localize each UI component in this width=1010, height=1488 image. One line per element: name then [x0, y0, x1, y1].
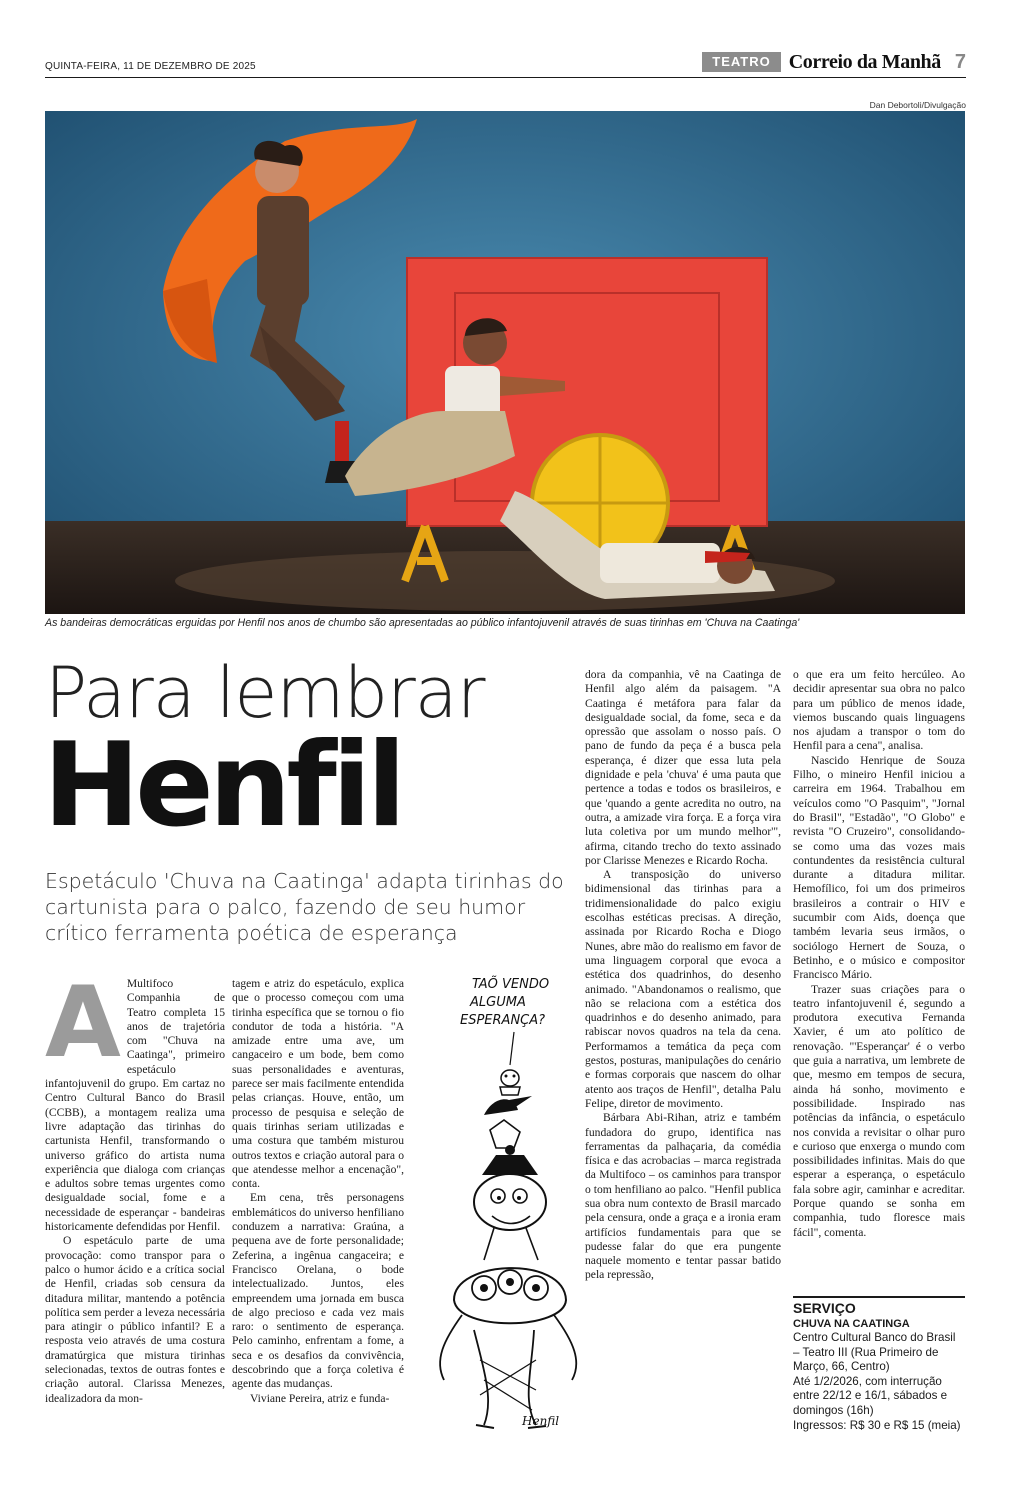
article-paragraph: Nascido Henrique de Souza Filho, o mineiro Henfil iniciou a carreira em 1964. Trabalhou em veículos como "O Pasquim", "Jornal do Brasil", "Estadão", "O Globo" e revista "O Cruzeiro", consolidando-se como uma das vozes mais contundentes da resistência cultural durante a ditadura militar. Hemofílico, foi um dos primeiros brasileiros a contrair o HIV e sucumbir com Aids, doença que também levaria seus irmãos, o sociólogo Hernert de Souza, o Betinho, e o músico e compositor Francisco Mário. [793, 753, 965, 982]
servico-show-name: CHUVA NA CAATINGA [793, 1318, 910, 1330]
article-paragraph: O espetáculo parte de uma provocação: como transpor para o palco o humor ácido e a crítica social de Henfil, criadas sob censura da ditadura militar, mantendo a potência política sem perder a leveza necessária para atingir o público infantil? E a resposta veio através de uma costura dramatúrgica que mistura tirinhas selecionadas, textos de outras fontes e criação autoral. Clarissa Menezes, idealizadora da mon- [45, 1234, 225, 1405]
article-paragraph: Bárbara Abi-Rihan, atriz e também fundadora do grupo, identifica nas ferramentas da palhaçaria, da comédia física e das acrobacias – marca registrada da Multifoco – os caminhos para transpor o tom henfiliano ao palco. "Henfil publica sua obra num contexto de Brasil marcado pela censura, onde a graça e a ironia eram artifícios fundamentais para que se pudesse falar do que era pungente naquele momento e tentar passar batido pela repressão, [585, 1111, 781, 1282]
henfil-cartoon [414, 970, 579, 1445]
headline-line-1: Para lembrar [45, 652, 485, 734]
article-paragraph: Viviane Pereira, atriz e funda- [250, 1391, 390, 1405]
header-rule [45, 77, 966, 78]
article-paragraph: o que era um feito hercúleo. Ao decidir apresentar sua obra no palco para um público de menos idade, viemos buscando quais linguagens nos ajudam a transpor o tom do Henfil para a cena", analisa. [793, 668, 965, 753]
servico-tickets: Ingressos: R$ 30 e R$ 15 (meia) [793, 1418, 961, 1432]
cartoon-speech-3: ESPERANÇA? [460, 1013, 546, 1028]
article-column-4 [793, 668, 965, 1240]
header-date: QUINTA-FEIRA, 11 DE DEZEMBRO DE 2025 [45, 61, 256, 72]
cartoon-signature: Henfil [522, 1414, 560, 1428]
servico-box [793, 1300, 965, 1433]
article-paragraph: tagem e atriz do espetáculo, explica que o processo começou com uma tirinha específica que se tornou o fio condutor de toda a história. "A amizade entre uma ave, um cangaceiro e um bode, bem como suas personalidades e aventuras, parece ser mais facilmente entendida pelas crianças. Houve, então, um processo de pesquisa e seleção de quais tirinhas seriam utilizadas e uma costura que também misturou outros textos e criação autoral para o que atendesse melhor a encenação", conta. [232, 977, 404, 1191]
stage-photo [45, 111, 965, 614]
header-right [702, 50, 966, 74]
stage-photo-illustration [45, 111, 965, 614]
cartoon-drawing [414, 970, 579, 1445]
article-column-2 [232, 977, 404, 1406]
masthead: Correio da Manhã [788, 50, 941, 73]
servico-dates: Até 1/2/2026, com interrução entre 22/12 e 16/1, sábados e domingos (16h) [793, 1374, 948, 1417]
servico-rule [793, 1296, 965, 1298]
article-paragraph: Multifoco Companhia de Teatro completa 15 anos de trajetória com "Chuva na Caatinga", primeiro espetáculo infantojuvenil do grupo. Em cartaz no Centro Cultural Banco do Brasil (CCBB), a montagem realiza uma livre adaptação das tirinhas do cartunista Henfil, transformando o universo gráfico do artista numa experiência que dialoga com crianças e adultos sobre temas urgentes como desigualdade social, fome e a necessidade de esperançar - bandeiras historicamente defendidas por Henfil. [45, 977, 225, 1234]
servico-venue: Centro Cultural Banco do Brasil – Teatro III (Rua Primeiro de Março, 66, Centro) [793, 1331, 956, 1374]
photo-credit: Dan Debortoli/Divulgação [869, 100, 966, 110]
article-paragraph: Em cena, três personagens emblemáticos do universo henfiliano conduzem a narrativa: Graúna, a pequena ave de forte personalidade; Zeferina, a ingênua cangaceira; e Francisco Orelana, o bode intelectualizado. Juntos, eles empreendem uma jornada em busca de algo precioso e cada vez mais raro: o sentimento de esperança. Pelo caminho, enfrentam a fome, a seca e os desafios da convivência, descobrindo que a força coletiva é agente das mudanças. [232, 1191, 404, 1391]
headline-line-2: Henfil [43, 718, 402, 853]
page-number: 7 [954, 50, 966, 73]
photo-caption: As bandeiras democráticas erguidas por Henfil nos anos de chumbo são apresentadas ao público infantojuvenil através de suas tirinhas em 'Chuva na Caatinga' [45, 617, 800, 629]
section-tag: TEATRO [702, 52, 780, 72]
cartoon-speech-2: ALGUMA [470, 995, 526, 1010]
article-paragraph: dora da companhia, vê na Caatinga de Henfil algo além da paisagem. "A Caatinga é metáfora para falar da desigualdade social, da fome, seca e da opressão que assolam o nosso país. O pano de fundo da peça é a busca pela esperança, é dizer que essa luta pela dignidade e pela 'chuva' é uma pauta que pertence a todas e todos os brasileiros, e que 'quando a gente acredita no outro, na outra, a amizade vira força. E a força vira luta coletiva por um mundo melhor'", afirma, citando trecho do texto assinado por Clarisse Menezes e Ricardo Rocha. [585, 668, 781, 867]
servico-title: SERVIÇO [793, 1300, 856, 1316]
drop-cap: A [45, 966, 121, 1080]
article-paragraph: Trazer suas criações para o teatro infantojuvenil é, segundo a produtora executiva Fernanda Xavier, é um ato político de renovação. "'Esperançar' é o verbo que guia a narrativa, um lembrete de que, mesmo em tempos de secura, ainda há sonho, movimento e possibilidade. Inspirado nas potências da infância, o espetáculo nos convida a revisitar o olhar puro e curioso que enxerga o mundo com possibilidades infinitas. Mais do que esperar a esperança, o espetáculo fala sobre agir, caminhar e acreditar. Porque quando se sonha em companhia, tudo floresce mais fácil", comenta. [793, 982, 965, 1239]
article-column-1 [45, 966, 225, 1406]
article-paragraph: A transposição do universo bidimensional das tirinhas para a tridimensionalidade do palco exigiu escolhas estéticas precisas. A direção, assinada por Ricardo Rocha e Diogo Nunes, abre mão do realismo em favor de uma linguagem corporal que evoca a estética dos quadrinhos, do desenho animado. "Abandonamos o realismo, que não se relaciona com a estética dos quadrinhos e do desenho animado, para rabiscar novos quadros na tela da cena. Performamos a temática da peça com gestos, posturas, manipulações do cenário e formas corporais que nascem do olhar atento aos traços de Henfil", detalha Palu Felipe, diretor de movimento. [585, 868, 781, 1110]
cartoon-speech-1: TAÕ VENDO [472, 977, 550, 992]
subheadline: Espetáculo 'Chuva na Caatinga' adapta tirinhas do cartunista para o palco, fazendo de seu humor crítico ferramenta poética de esperança [45, 869, 564, 945]
article-column-3 [585, 668, 781, 1283]
